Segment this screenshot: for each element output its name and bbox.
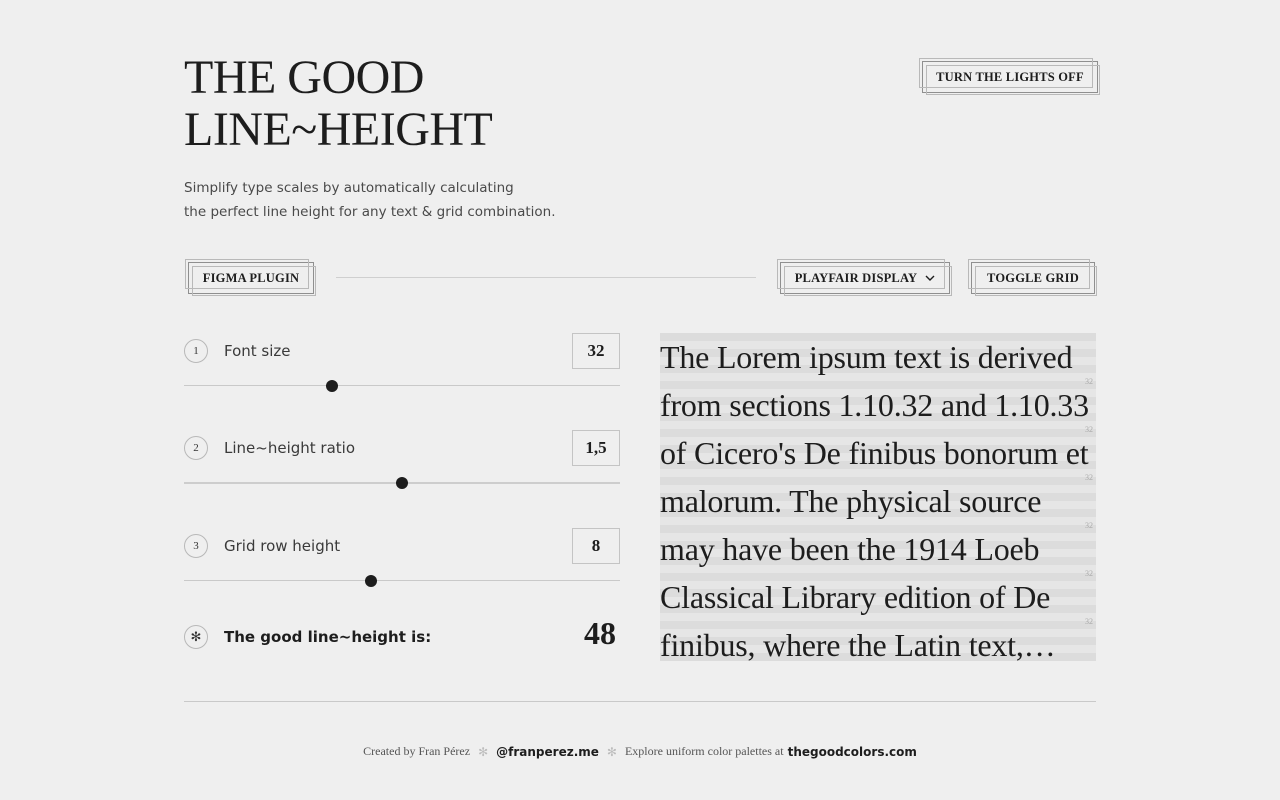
- font-size-slider-thumb[interactable]: [326, 380, 338, 392]
- grid-row-marker: 32: [1085, 377, 1093, 386]
- step-number-2: 2: [184, 436, 208, 460]
- line-height-ratio-input[interactable]: 1,5: [572, 430, 620, 466]
- grid-row-height-slider-track[interactable]: [184, 580, 620, 581]
- step-number-1: 1: [184, 339, 208, 363]
- grid-row-height-input[interactable]: 8: [572, 528, 620, 564]
- font-size-label: Font size: [224, 342, 291, 360]
- grid-row-marker: 32: [1085, 425, 1093, 434]
- line-height-ratio-control: [184, 430, 620, 490]
- result-label: The good line~height is:: [224, 628, 432, 646]
- grid-row-height-label: Grid row height: [224, 537, 341, 555]
- subtitle-line-1: Simplify type scales by automatically calculating: [184, 180, 514, 196]
- footer-explore: [625, 744, 917, 759]
- footer-explore-text: Explore uniform color palettes at: [624, 744, 784, 758]
- font-family-select[interactable]: [780, 262, 950, 294]
- page-title-line-1: THE GOOD: [184, 51, 424, 104]
- result-value: 48: [584, 615, 616, 651]
- turn-lights-off-label: TURN THE LIGHTS OFF: [936, 69, 1084, 84]
- figma-plugin-button[interactable]: [188, 262, 314, 294]
- page-title: [184, 52, 492, 156]
- grid-row-marker: 32: [1085, 521, 1093, 530]
- toolbar-divider: [336, 277, 756, 278]
- toggle-grid-label: TOGGLE GRID: [987, 270, 1079, 285]
- asterisk-icon: ✻: [606, 744, 617, 759]
- twitter-link[interactable]: @franperez.me: [496, 744, 599, 759]
- footer-credit: Created by Fran Pérez: [363, 744, 471, 758]
- font-size-control: [184, 333, 620, 393]
- result-row: [184, 615, 620, 652]
- footer: [0, 744, 1280, 759]
- grid-row-marker: 32: [1085, 569, 1093, 578]
- chevron-down-icon: [925, 275, 935, 282]
- preview-line: from sections 1.10.32 and 1.10.33: [660, 387, 1089, 423]
- line-height-ratio-slider-thumb[interactable]: [396, 477, 408, 489]
- subtitle-line-2: the perfect line height for any text & grid combination.: [184, 204, 556, 220]
- font-size-input[interactable]: 32: [572, 333, 620, 369]
- asterisk-icon: ✻: [184, 625, 208, 649]
- toggle-grid-button[interactable]: [971, 262, 1095, 294]
- preview-line: may have been the 1914 Loeb: [660, 531, 1040, 567]
- turn-lights-off-button[interactable]: [922, 61, 1098, 93]
- page-subtitle: [184, 176, 556, 224]
- page-title-line-2: LINE~HEIGHT: [184, 103, 493, 156]
- step-number-3: 3: [184, 534, 208, 558]
- thegoodcolors-link[interactable]: thegoodcolors.com: [787, 744, 917, 759]
- asterisk-icon: ✻: [478, 744, 489, 759]
- preview-line: of Cicero's De finibus bonorum et: [660, 435, 1089, 471]
- grid-row-height-slider-thumb[interactable]: [365, 575, 377, 587]
- grid-row-marker: 32: [1085, 473, 1093, 482]
- font-size-slider-track[interactable]: [184, 385, 620, 386]
- preview-line: finibus, where the Latin text,…: [660, 627, 1056, 661]
- grid-row-marker: 32: [1085, 617, 1093, 626]
- line-height-ratio-label: Line~height ratio: [224, 439, 355, 457]
- preview-line: The Lorem ipsum text is derived: [660, 339, 1073, 375]
- text-preview: [660, 333, 1096, 661]
- footer-divider: [184, 701, 1096, 702]
- preview-line: Classical Library edition of De: [660, 579, 1051, 615]
- preview-paragraph: [660, 333, 1096, 661]
- figma-plugin-label: FIGMA PLUGIN: [202, 270, 300, 285]
- preview-line: malorum. The physical source: [660, 483, 1042, 519]
- font-family-label: PLAYFAIR DISPLAY: [794, 270, 918, 285]
- grid-row-height-control: [184, 528, 620, 588]
